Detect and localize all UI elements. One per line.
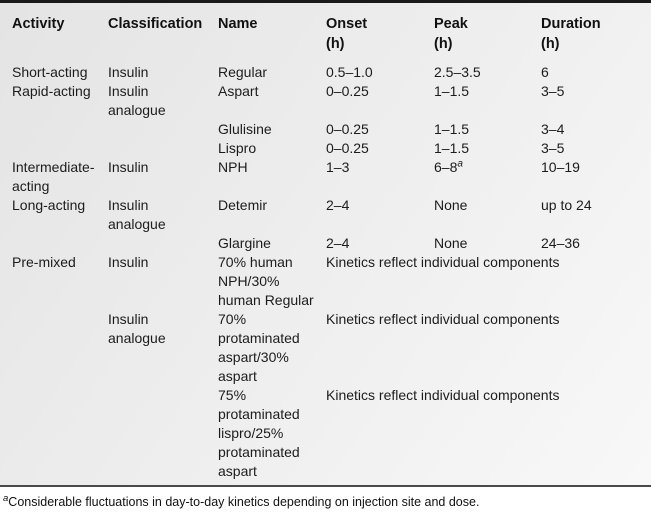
peak-footnote-marker: a <box>457 158 463 170</box>
cell-classification <box>108 139 218 158</box>
cell-onset: 0–0.25 <box>326 83 369 99</box>
table-header-row <box>12 14 643 54</box>
col-header-classification <box>108 14 218 54</box>
peak-value: None <box>434 197 468 213</box>
cell-onset: 0–0.25 <box>326 140 369 156</box>
col-header-label: Onset <box>326 16 368 32</box>
cell-name: NPH <box>218 159 248 175</box>
cell-activity: Rapid-acting <box>12 83 91 99</box>
cell-name: 75% protaminated lispro/25% protaminated aspart <box>218 387 300 479</box>
col-header-label: Duration <box>541 16 601 32</box>
cell-classification: Insulin <box>108 254 149 270</box>
table-row <box>12 386 643 481</box>
cell-kinetics-note: Kinetics reflect individual components <box>326 387 560 403</box>
cell-classification: Insulin <box>108 159 149 175</box>
col-header-unit: (h) <box>434 36 453 52</box>
table-row <box>12 139 643 158</box>
cell-duration: 6 <box>541 64 549 80</box>
cell-classification: Insulin analogue <box>108 311 166 346</box>
cell-onset: 2–4 <box>326 235 350 251</box>
col-header-label: Peak <box>434 16 468 32</box>
cell-name: Glargine <box>218 235 271 251</box>
cell-kinetics-note: Kinetics reflect individual components <box>326 311 560 327</box>
col-header-onset <box>326 14 434 54</box>
cell-peak <box>434 139 541 158</box>
cell-classification: Insulin analogue <box>108 197 166 232</box>
table-row <box>12 63 643 82</box>
peak-value: 2.5–3.5 <box>434 64 481 80</box>
cell-activity: Intermediate-acting <box>12 159 95 194</box>
cell-name: 70% human NPH/30% human Regular <box>218 254 314 308</box>
table-row <box>12 120 643 139</box>
cell-peak <box>434 120 541 139</box>
cell-activity: Long-acting <box>12 197 86 213</box>
cell-kinetics-note: Kinetics reflect individual components <box>326 254 560 270</box>
col-header-duration <box>541 14 643 54</box>
col-header-unit: (h) <box>541 36 560 52</box>
cell-onset: 0–0.25 <box>326 121 369 137</box>
cell-classification <box>108 386 218 481</box>
cell-duration: 3–5 <box>541 83 565 99</box>
col-header-name <box>218 14 326 54</box>
peak-value: 1–1.5 <box>434 83 470 99</box>
col-header-unit: (h) <box>326 36 345 52</box>
cell-onset: 1–3 <box>326 159 350 175</box>
table-row <box>12 310 643 386</box>
cell-name: Aspart <box>218 83 259 99</box>
cell-duration: 10–19 <box>541 159 580 175</box>
peak-value: 1–1.5 <box>434 140 470 156</box>
cell-onset: 2–4 <box>326 197 350 213</box>
col-header-label: Name <box>218 16 258 32</box>
peak-value: 6–8 <box>434 159 458 175</box>
cell-activity <box>12 139 108 158</box>
cell-peak <box>434 234 541 253</box>
cell-activity: Short-acting <box>12 64 88 80</box>
cell-classification: Insulin <box>108 64 149 80</box>
footnote-marker: a <box>3 492 9 504</box>
cell-name: Lispro <box>218 140 257 156</box>
table-row <box>12 158 643 196</box>
peak-value: 1–1.5 <box>434 121 470 137</box>
cell-onset: 0.5–1.0 <box>326 64 373 80</box>
cell-duration: 3–5 <box>541 140 565 156</box>
cell-duration: 24–36 <box>541 235 580 251</box>
cell-duration: up to 24 <box>541 197 592 213</box>
cell-peak <box>434 196 541 234</box>
cell-activity <box>12 386 108 481</box>
table-row <box>12 82 643 120</box>
col-header-peak <box>434 14 541 54</box>
cell-peak <box>434 158 541 196</box>
col-header-label: Classification <box>108 16 203 32</box>
cell-activity <box>12 310 108 386</box>
table-row <box>12 196 643 234</box>
cell-name: Detemir <box>218 197 268 213</box>
cell-duration: 3–4 <box>541 121 565 137</box>
col-header-activity <box>12 14 108 54</box>
cell-name: Glulisine <box>218 121 272 137</box>
cell-name: 70% protaminated aspart/30% aspart <box>218 311 300 384</box>
cell-activity <box>12 234 108 253</box>
cell-activity: Pre-mixed <box>12 254 76 270</box>
cell-classification: Insulin analogue <box>108 83 166 118</box>
cell-peak <box>434 63 541 82</box>
col-header-label: Activity <box>12 16 65 32</box>
footnote-text: Considerable fluctuations in day-to-day kinetics depending on injection site and dose. <box>8 495 480 509</box>
peak-value: None <box>434 235 468 251</box>
table-row <box>12 234 643 253</box>
cell-activity <box>12 120 108 139</box>
cell-peak <box>434 82 541 120</box>
cell-name: Regular <box>218 64 268 80</box>
cell-classification <box>108 234 218 253</box>
table-row <box>12 253 643 310</box>
cell-classification <box>108 120 218 139</box>
table-footnote <box>0 487 651 510</box>
